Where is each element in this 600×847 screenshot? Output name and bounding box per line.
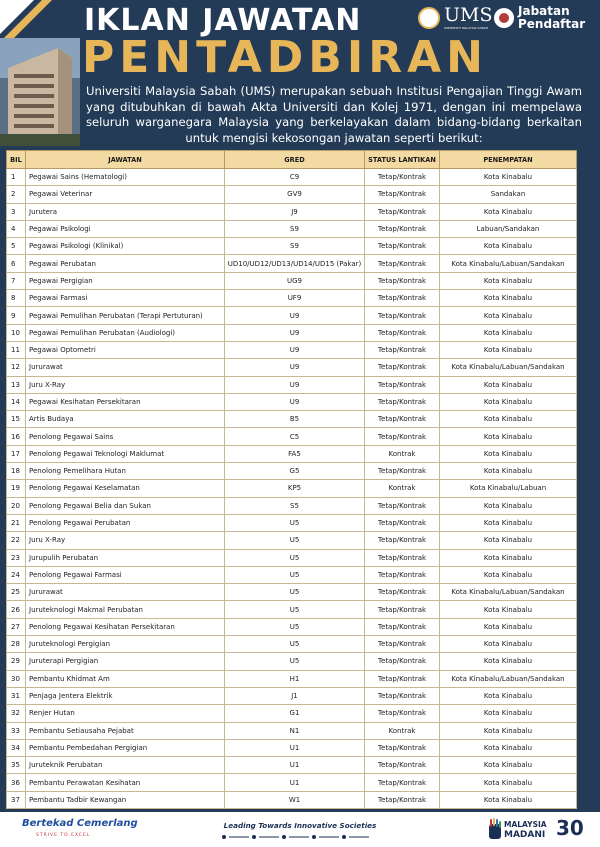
cell-gred: UF9 [225, 290, 365, 307]
cell-gred: U9 [225, 393, 365, 410]
cell-bil: 30 [7, 670, 26, 687]
table-row [7, 445, 577, 462]
table-row [7, 341, 577, 358]
header-jawatan: JAWATAN [26, 151, 225, 169]
cell-status: Tetap/Kontrak [365, 670, 440, 687]
cell-status: Tetap/Kontrak [365, 584, 440, 601]
cell-jawatan: Juru X-Ray [26, 532, 225, 549]
header-penempatan: PENEMPATAN [440, 151, 577, 169]
handle-mark [259, 836, 279, 838]
cell-status: Tetap/Kontrak [365, 618, 440, 635]
cell-bil: 36 [7, 774, 26, 791]
cell-status: Tetap/Kontrak [365, 272, 440, 289]
cell-jawatan: Jururawat [26, 359, 225, 376]
cell-status: Tetap/Kontrak [365, 636, 440, 653]
cell-jawatan: Jurupulih Perubatan [26, 549, 225, 566]
footer-motto: Bertekad Cemerlang [22, 818, 138, 829]
cell-status: Tetap/Kontrak [365, 411, 440, 428]
madani-line-1: MALAYSIA [504, 820, 547, 829]
cell-bil: 7 [7, 272, 26, 289]
cell-penempatan: Kota Kinabalu [440, 203, 577, 220]
cell-status: Tetap/Kontrak [365, 653, 440, 670]
cell-bil: 3 [7, 203, 26, 220]
cell-jawatan: Pegawai Perubatan [26, 255, 225, 272]
cell-penempatan: Kota Kinabalu [440, 169, 577, 186]
cell-penempatan: Kota Kinabalu [440, 290, 577, 307]
cell-bil: 1 [7, 169, 26, 186]
cell-bil: 15 [7, 411, 26, 428]
cell-penempatan: Kota Kinabalu [440, 618, 577, 635]
table-row [7, 428, 577, 445]
cell-status: Tetap/Kontrak [365, 307, 440, 324]
table-row [7, 307, 577, 324]
cell-jawatan: Pegawai Pemulihan Perubatan (Terapi Pertuturan) [26, 307, 225, 324]
cell-status: Tetap/Kontrak [365, 549, 440, 566]
top-left-corner [0, 0, 34, 34]
cell-penempatan: Kota Kinabalu [440, 411, 577, 428]
cell-gred: U5 [225, 549, 365, 566]
cell-bil: 13 [7, 376, 26, 393]
cell-bil: 37 [7, 791, 26, 808]
cell-penempatan: Sandakan [440, 186, 577, 203]
cell-jawatan: Juruteknik Perubatan [26, 757, 225, 774]
cell-penempatan: Kota Kinabalu [440, 514, 577, 531]
cell-gred: U5 [225, 566, 365, 583]
cell-penempatan: Kota Kinabalu/Labuan/Sandakan [440, 584, 577, 601]
cell-status: Tetap/Kontrak [365, 791, 440, 808]
cell-penempatan: Kota Kinabalu [440, 272, 577, 289]
table-row [7, 722, 577, 739]
cell-bil: 10 [7, 324, 26, 341]
cell-jawatan: Pegawai Optometri [26, 341, 225, 358]
cell-status: Tetap/Kontrak [365, 186, 440, 203]
cell-jawatan: Pegawai Psikologi (Klinikal) [26, 238, 225, 255]
jabatan-pendaftar-icon [494, 8, 514, 28]
facebook-icon [222, 835, 226, 839]
cell-jawatan: Pegawai Pergigian [26, 272, 225, 289]
cell-bil: 34 [7, 739, 26, 756]
cell-bil: 6 [7, 255, 26, 272]
table-row [7, 566, 577, 583]
anniversary-30-logo: 30 [556, 816, 584, 840]
cell-status: Tetap/Kontrak [365, 601, 440, 618]
cell-bil: 33 [7, 722, 26, 739]
cell-bil: 11 [7, 341, 26, 358]
cell-jawatan: Penolong Pegawai Perubatan [26, 514, 225, 531]
cell-bil: 31 [7, 687, 26, 704]
cell-penempatan: Labuan/Sandakan [440, 220, 577, 237]
cell-jawatan: Juru X-Ray [26, 376, 225, 393]
cell-bil: 23 [7, 549, 26, 566]
cell-penempatan: Kota Kinabalu [440, 705, 577, 722]
cell-gred: N1 [225, 722, 365, 739]
cell-gred: J9 [225, 203, 365, 220]
cell-status: Tetap/Kontrak [365, 393, 440, 410]
cell-penempatan: Kota Kinabalu [440, 393, 577, 410]
cell-penempatan: Kota Kinabalu [440, 791, 577, 808]
table-row [7, 220, 577, 237]
cell-status: Tetap/Kontrak [365, 255, 440, 272]
cell-bil: 35 [7, 757, 26, 774]
table-row [7, 272, 577, 289]
cell-bil: 27 [7, 618, 26, 635]
title-line-1: IKLAN JAWATAN [84, 3, 362, 38]
cell-jawatan: Penolong Pegawai Keselamatan [26, 480, 225, 497]
cell-bil: 16 [7, 428, 26, 445]
tiktok-icon [342, 835, 346, 839]
table-row [7, 290, 577, 307]
cell-status: Tetap/Kontrak [365, 532, 440, 549]
cell-penempatan: Kota Kinabalu [440, 497, 577, 514]
table-row [7, 359, 577, 376]
malaysia-madani-hand-icon [488, 818, 502, 840]
jabatan-pendaftar-line-2: Pendaftar [518, 17, 586, 31]
table-row [7, 497, 577, 514]
cell-jawatan: Jururawat [26, 584, 225, 601]
cell-penempatan: Kota Kinabalu [440, 653, 577, 670]
table-row [7, 238, 577, 255]
cell-penempatan: Kota Kinabalu/Labuan/Sandakan [440, 359, 577, 376]
cell-status: Kontrak [365, 480, 440, 497]
cell-penempatan: Kota Kinabalu/Labuan [440, 480, 577, 497]
table-row [7, 601, 577, 618]
header-logos [418, 4, 594, 34]
cell-jawatan: Pembantu Setiausaha Pejabat [26, 722, 225, 739]
cell-penempatan: Kota Kinabalu [440, 445, 577, 462]
cell-gred: UD10/UD12/UD13/UD14/UD15 (Pakar) [225, 255, 365, 272]
cell-jawatan: Artis Budaya [26, 411, 225, 428]
cell-penempatan: Kota Kinabalu [440, 341, 577, 358]
cell-status: Tetap/Kontrak [365, 324, 440, 341]
cell-gred: U9 [225, 359, 365, 376]
table-row [7, 169, 577, 186]
cell-status: Tetap/Kontrak [365, 169, 440, 186]
cell-jawatan: Juruteknologi Makmal Perubatan [26, 601, 225, 618]
cell-gred: U9 [225, 307, 365, 324]
cell-status: Tetap/Kontrak [365, 757, 440, 774]
cell-penempatan: Kota Kinabalu [440, 463, 577, 480]
cell-status: Tetap/Kontrak [365, 514, 440, 531]
handle-mark [289, 836, 309, 838]
cell-gred: U5 [225, 618, 365, 635]
cell-bil: 25 [7, 584, 26, 601]
cell-jawatan: Penolong Pegawai Belia dan Sukan [26, 497, 225, 514]
cell-gred: C5 [225, 428, 365, 445]
table-row [7, 705, 577, 722]
jabatan-pendaftar-line-1: Jabatan [518, 4, 570, 18]
table-row [7, 670, 577, 687]
table-row [7, 549, 577, 566]
cell-jawatan: Penolong Pegawai Teknologi Maklumat [26, 445, 225, 462]
footer-tagline: Leading Towards Innovative Societies [223, 821, 377, 830]
cell-jawatan: Pegawai Veterinar [26, 186, 225, 203]
cell-gred: G5 [225, 463, 365, 480]
cell-penempatan: Kota Kinabalu [440, 324, 577, 341]
cell-status: Tetap/Kontrak [365, 220, 440, 237]
cell-status: Tetap/Kontrak [365, 463, 440, 480]
cell-jawatan: Penolong Pegawai Farmasi [26, 566, 225, 583]
handle-mark [229, 836, 249, 838]
table-row [7, 393, 577, 410]
building-photo [0, 38, 80, 146]
table-row [7, 687, 577, 704]
cell-status: Tetap/Kontrak [365, 739, 440, 756]
cell-penempatan: Kota Kinabalu [440, 601, 577, 618]
cell-penempatan: Kota Kinabalu [440, 376, 577, 393]
cell-bil: 4 [7, 220, 26, 237]
cell-gred: B5 [225, 411, 365, 428]
table-row [7, 653, 577, 670]
cell-bil: 9 [7, 307, 26, 324]
cell-bil: 18 [7, 463, 26, 480]
table-row [7, 463, 577, 480]
cell-gred: S9 [225, 220, 365, 237]
cell-jawatan: Penolong Pemelihara Hutan [26, 463, 225, 480]
instagram-icon [252, 835, 256, 839]
cell-bil: 26 [7, 601, 26, 618]
cell-bil: 32 [7, 705, 26, 722]
cell-status: Kontrak [365, 722, 440, 739]
cell-bil: 22 [7, 532, 26, 549]
social-media-handles [222, 834, 412, 840]
cell-penempatan: Kota Kinabalu [440, 428, 577, 445]
intro-paragraph: Universiti Malaysia Sabah (UMS) merupakan sebuah Institusi Pengajian Tinggi Awam yang ditubuhkan di bawah Akta Universiti dan Kolej 1971, dengan ini mempelawa seluruh warganegara Malaysia yang berkelayakan dalam bidang-bidang berkaitan untuk mengisi kekosongan jawatan seperti berikut: [86, 84, 582, 145]
table-row [7, 324, 577, 341]
table-header-row [7, 151, 577, 169]
cell-bil: 8 [7, 290, 26, 307]
cell-jawatan: Penolong Pegawai Kesihatan Persekitaran [26, 618, 225, 635]
table-row [7, 514, 577, 531]
cell-bil: 20 [7, 497, 26, 514]
cell-status: Tetap/Kontrak [365, 774, 440, 791]
cell-status: Tetap/Kontrak [365, 238, 440, 255]
cell-gred: U1 [225, 739, 365, 756]
cell-gred: U5 [225, 636, 365, 653]
ums-logo-text: UMS [444, 4, 493, 26]
table-row [7, 618, 577, 635]
cell-penempatan: Kota Kinabalu [440, 549, 577, 566]
cell-bil: 29 [7, 653, 26, 670]
cell-status: Tetap/Kontrak [365, 705, 440, 722]
handle-mark [319, 836, 339, 838]
ums-emblem-icon [418, 7, 440, 29]
cell-gred: U9 [225, 376, 365, 393]
table-row [7, 203, 577, 220]
cell-penempatan: Kota Kinabalu [440, 687, 577, 704]
cell-bil: 17 [7, 445, 26, 462]
cell-gred: S5 [225, 497, 365, 514]
cell-gred: S9 [225, 238, 365, 255]
cell-bil: 12 [7, 359, 26, 376]
cell-gred: U5 [225, 514, 365, 531]
cell-status: Tetap/Kontrak [365, 687, 440, 704]
cell-jawatan: Pegawai Sains (Hematologi) [26, 169, 225, 186]
table-row [7, 411, 577, 428]
madani-line-2: MADANI [504, 830, 546, 840]
handle-mark [349, 836, 369, 838]
cell-gred: U5 [225, 532, 365, 549]
cell-gred: U5 [225, 653, 365, 670]
youtube-icon [312, 835, 316, 839]
cell-gred: U5 [225, 584, 365, 601]
vacancy-table [6, 150, 577, 809]
cell-status: Tetap/Kontrak [365, 341, 440, 358]
cell-penempatan: Kota Kinabalu [440, 636, 577, 653]
cell-gred: FA5 [225, 445, 365, 462]
x-icon [282, 835, 286, 839]
cell-bil: 2 [7, 186, 26, 203]
cell-penempatan: Kota Kinabalu/Labuan/Sandakan [440, 255, 577, 272]
cell-jawatan: Pegawai Kesihatan Persekitaran [26, 393, 225, 410]
cell-status: Tetap/Kontrak [365, 497, 440, 514]
cell-gred: U1 [225, 774, 365, 791]
cell-gred: U5 [225, 601, 365, 618]
table-row [7, 480, 577, 497]
cell-gred: U1 [225, 757, 365, 774]
cell-gred: U9 [225, 324, 365, 341]
header-status: STATUS LANTIKAN [365, 151, 440, 169]
cell-jawatan: Penjaga Jentera Elektrik [26, 687, 225, 704]
cell-jawatan: Pembantu Perawatan Kesihatan [26, 774, 225, 791]
cell-penempatan: Kota Kinabalu [440, 774, 577, 791]
cell-penempatan: Kota Kinabalu [440, 238, 577, 255]
cell-status: Tetap/Kontrak [365, 566, 440, 583]
cell-penempatan: Kota Kinabalu [440, 532, 577, 549]
cell-penempatan: Kota Kinabalu/Labuan/Sandakan [440, 670, 577, 687]
cell-status: Tetap/Kontrak [365, 290, 440, 307]
cell-penempatan: Kota Kinabalu [440, 566, 577, 583]
cell-jawatan: Jurutera [26, 203, 225, 220]
cell-penempatan: Kota Kinabalu [440, 307, 577, 324]
cell-jawatan: Pegawai Psikologi [26, 220, 225, 237]
cell-jawatan: Pembantu Pembedahan Pergigian [26, 739, 225, 756]
title-line-2: PENTADBIRAN [82, 32, 488, 83]
cell-bil: 24 [7, 566, 26, 583]
cell-gred: G1 [225, 705, 365, 722]
table-row [7, 791, 577, 808]
cell-jawatan: Juruteknologi Pergigian [26, 636, 225, 653]
table-row [7, 774, 577, 791]
cell-gred: W1 [225, 791, 365, 808]
cell-jawatan: Penolong Pegawai Sains [26, 428, 225, 445]
cell-penempatan: Kota Kinabalu [440, 722, 577, 739]
table-row [7, 757, 577, 774]
header-bil: BIL [7, 151, 26, 169]
cell-jawatan: Juruterapi Pergigian [26, 653, 225, 670]
cell-status: Tetap/Kontrak [365, 359, 440, 376]
cell-jawatan: Pegawai Farmasi [26, 290, 225, 307]
cell-bil: 21 [7, 514, 26, 531]
table-body [7, 169, 577, 809]
table-row [7, 584, 577, 601]
cell-gred: C9 [225, 169, 365, 186]
header-gred: GRED [225, 151, 365, 169]
cell-jawatan: Renjer Hutan [26, 705, 225, 722]
cell-jawatan: Pembantu Khidmat Am [26, 670, 225, 687]
ums-logo-subtext: UNIVERSITI MALAYSIA SABAH [444, 26, 489, 30]
table-row [7, 739, 577, 756]
footer [0, 812, 600, 847]
cell-status: Tetap/Kontrak [365, 376, 440, 393]
cell-bil: 5 [7, 238, 26, 255]
cell-jawatan: Pembantu Tadbir Kewangan [26, 791, 225, 808]
table-row [7, 636, 577, 653]
cell-status: Kontrak [365, 445, 440, 462]
cell-bil: 14 [7, 393, 26, 410]
cell-gred: J1 [225, 687, 365, 704]
footer-motto-sub: STRIVE TO EXCEL [36, 833, 91, 838]
cell-bil: 19 [7, 480, 26, 497]
cell-gred: GV9 [225, 186, 365, 203]
cell-penempatan: Kota Kinabalu [440, 757, 577, 774]
cell-jawatan: Pegawai Pemulihan Perubatan (Audiologi) [26, 324, 225, 341]
table-row [7, 186, 577, 203]
table-row [7, 532, 577, 549]
cell-gred: UG9 [225, 272, 365, 289]
cell-gred: KP5 [225, 480, 365, 497]
table-row [7, 376, 577, 393]
cell-bil: 28 [7, 636, 26, 653]
cell-gred: H1 [225, 670, 365, 687]
cell-status: Tetap/Kontrak [365, 203, 440, 220]
cell-gred: U9 [225, 341, 365, 358]
table-row [7, 255, 577, 272]
cell-status: Tetap/Kontrak [365, 428, 440, 445]
cell-penempatan: Kota Kinabalu [440, 739, 577, 756]
